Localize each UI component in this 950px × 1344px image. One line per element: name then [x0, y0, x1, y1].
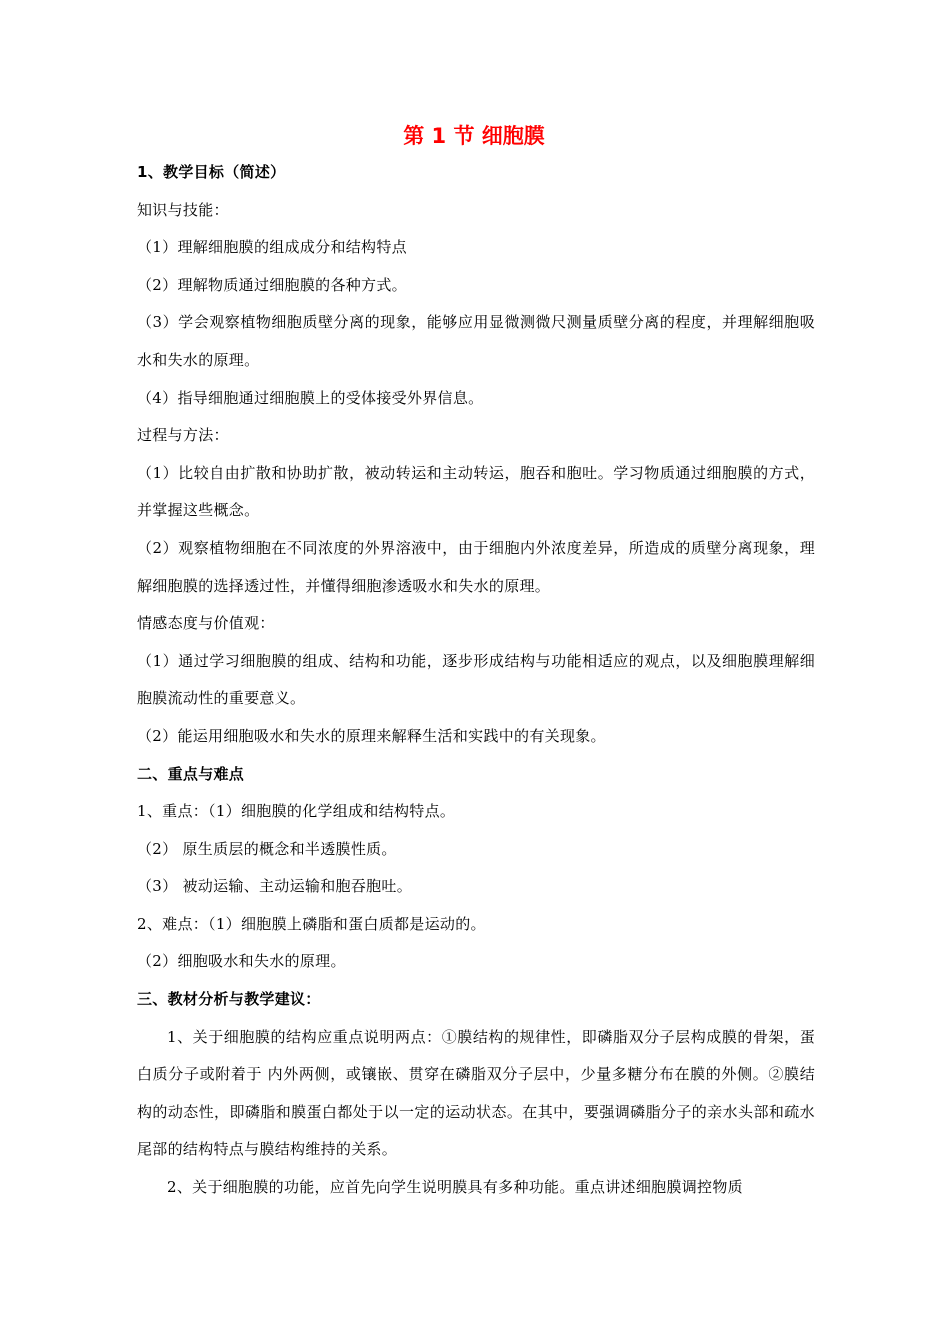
emotion-item-1: （1）通过学习细胞膜的组成、结构和功能，逐步形成结构与功能相适应的观点，以及细胞膜理解细胞膜流动性的重要意义。 [137, 651, 815, 708]
subheading-knowledge: 知识与技能： [137, 200, 229, 219]
key-point-2: （2） 原生质层的概念和半透膜性质。 [137, 839, 397, 858]
section-heading-key-points: 二、重点与难点 [137, 764, 245, 783]
analysis-paragraph-1: 1、关于细胞膜的结构应重点说明两点：①膜结构的规律性，即磷脂双分子层构成膜的骨架，蛋白质分子或附着于 内外两侧，或镶嵌、贯穿在磷脂双分子层中，少量多糖分布在膜的外侧。②膜结构的动态性，即磷脂和膜蛋白都处于以一定的运动状态。在其中，要强调磷脂分子的亲水头部和疏水尾部的结构特点与膜结构维持的关系。 [137, 1027, 815, 1159]
key-point-3: （3） 被动运输、主动运输和胞吞胞吐。 [137, 877, 413, 896]
knowledge-item-3: （3）学会观察植物细胞质壁分离的现象，能够应用显微测微尺测量质壁分离的程度，并理解细胞吸水和失水的原理。 [137, 313, 815, 369]
section-heading-objectives: 1、教学目标（简述） [137, 163, 286, 181]
analysis-paragraph-2: 2、关于细胞膜的功能，应首先向学生说明膜具有多种功能。重点讲述细胞膜调控物质 [167, 1178, 743, 1197]
process-item-1: （1）比较自由扩散和协助扩散，被动转运和主动转运，胞吞和胞吐。学习物质通过细胞膜的方式，并掌握这些概念。 [137, 463, 815, 520]
knowledge-item-2: （2）理解物质通过细胞膜的各种方式。 [137, 275, 407, 294]
subheading-emotion: 情感态度与价值观： [137, 614, 275, 633]
difficult-point-2: （2）细胞吸水和失水的原理。 [137, 952, 346, 971]
knowledge-item-1: （1）理解细胞膜的组成成分和结构特点 [137, 238, 407, 257]
knowledge-item-4: （4）指导细胞通过细胞膜上的受体接受外界信息。 [137, 388, 484, 407]
section-heading-analysis: 三、教材分析与教学建议： [137, 990, 321, 1009]
document-page [137, 118, 815, 1207]
difficult-point-1: 2、难点：（1）细胞膜上磷脂和蛋白质都是运动的。 [137, 914, 486, 933]
subheading-process: 过程与方法： [137, 426, 229, 445]
document-title: 第 1 节 细胞膜 [403, 124, 545, 148]
emotion-item-2: （2）能运用细胞吸水和失水的原理来解释生活和实践中的有关现象。 [137, 726, 606, 745]
process-item-2: （2）观察植物细胞在不同浓度的外界溶液中，由于细胞内外浓度差异，所造成的质壁分离现象，理解细胞膜的选择透过性，并懂得细胞渗透吸水和失水的原理。 [137, 538, 815, 595]
key-point-1: 1、重点：（1）细胞膜的化学组成和结构特点。 [137, 802, 456, 821]
